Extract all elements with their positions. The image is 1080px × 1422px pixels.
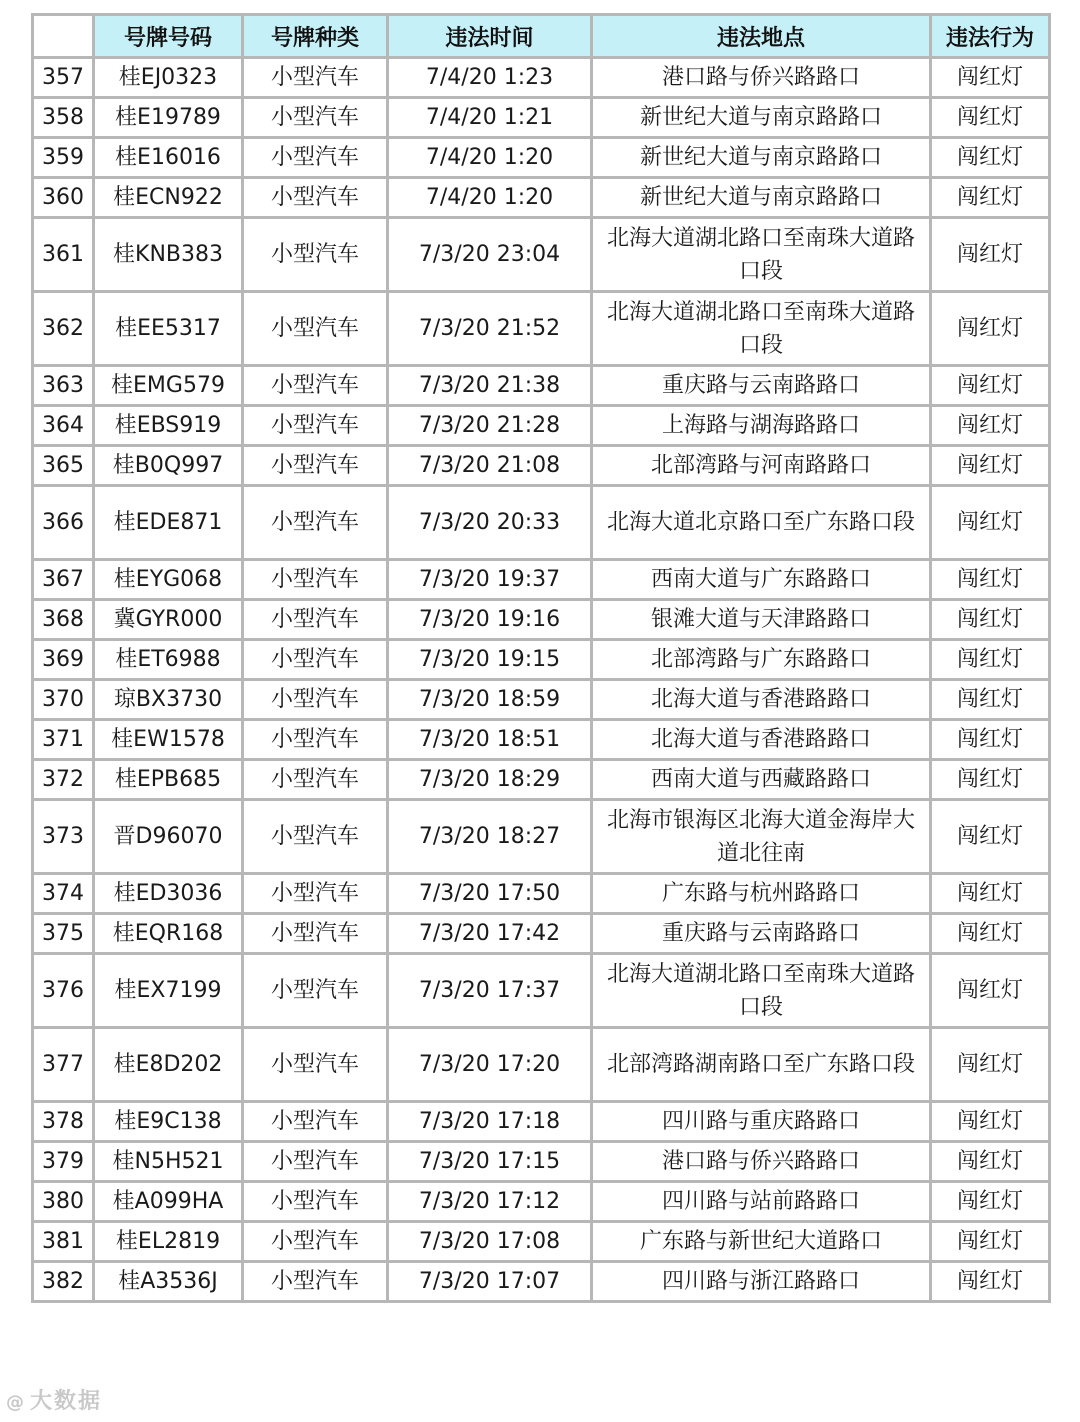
header-violation-location: 违法地点 xyxy=(592,15,931,58)
table-row xyxy=(33,874,1050,914)
plate-number: 晋D96070 xyxy=(94,800,243,874)
table-row xyxy=(33,178,1050,218)
row-index: 378 xyxy=(33,1102,94,1142)
violation-behavior: 闯红灯 xyxy=(931,1262,1050,1302)
violation-behavior: 闯红灯 xyxy=(931,366,1050,406)
violation-behavior: 闯红灯 xyxy=(931,914,1050,954)
violation-location: 重庆路与云南路路口 xyxy=(592,366,931,406)
violation-behavior: 闯红灯 xyxy=(931,1142,1050,1182)
table-row xyxy=(33,720,1050,760)
plate-type: 小型汽车 xyxy=(243,292,388,366)
header-index xyxy=(33,15,94,58)
plate-number: 桂E19789 xyxy=(94,98,243,138)
table-header-row xyxy=(33,15,1050,58)
plate-number: 桂ED3036 xyxy=(94,874,243,914)
violation-location: 北海大道湖北路口至南珠大道路口段 xyxy=(592,218,931,292)
plate-type: 小型汽车 xyxy=(243,1262,388,1302)
plate-number: 桂EDE871 xyxy=(94,486,243,560)
table-row xyxy=(33,760,1050,800)
violation-location: 北海市银海区北海大道金海岸大道北往南 xyxy=(592,800,931,874)
violation-time: 7/3/20 17:42 xyxy=(388,914,592,954)
plate-type: 小型汽车 xyxy=(243,138,388,178)
plate-number: 桂ET6988 xyxy=(94,640,243,680)
plate-number: 桂EL2819 xyxy=(94,1222,243,1262)
violation-behavior: 闯红灯 xyxy=(931,446,1050,486)
violation-behavior: 闯红灯 xyxy=(931,680,1050,720)
table-row xyxy=(33,98,1050,138)
row-index: 362 xyxy=(33,292,94,366)
violation-time: 7/3/20 21:28 xyxy=(388,406,592,446)
violation-time: 7/4/20 1:20 xyxy=(388,178,592,218)
violation-behavior: 闯红灯 xyxy=(931,486,1050,560)
table-row xyxy=(33,560,1050,600)
violation-time: 7/3/20 21:38 xyxy=(388,366,592,406)
plate-number: 桂EW1578 xyxy=(94,720,243,760)
plate-type: 小型汽车 xyxy=(243,760,388,800)
plate-type: 小型汽车 xyxy=(243,98,388,138)
header-violation-behavior: 违法行为 xyxy=(931,15,1050,58)
plate-type: 小型汽车 xyxy=(243,1102,388,1142)
violation-location: 四川路与浙江路路口 xyxy=(592,1262,931,1302)
plate-number: 桂EX7199 xyxy=(94,954,243,1028)
row-index: 380 xyxy=(33,1182,94,1222)
plate-number: 桂EQR168 xyxy=(94,914,243,954)
violation-behavior: 闯红灯 xyxy=(931,58,1050,98)
plate-type: 小型汽车 xyxy=(243,446,388,486)
violation-time: 7/4/20 1:21 xyxy=(388,98,592,138)
row-index: 370 xyxy=(33,680,94,720)
watermark-text: 大数据 xyxy=(30,1389,103,1414)
plate-type: 小型汽车 xyxy=(243,1142,388,1182)
plate-type: 小型汽车 xyxy=(243,486,388,560)
table-row xyxy=(33,1262,1050,1302)
table-row xyxy=(33,58,1050,98)
plate-number: 桂KNB383 xyxy=(94,218,243,292)
violation-location: 港口路与侨兴路路口 xyxy=(592,58,931,98)
violation-time: 7/3/20 17:15 xyxy=(388,1142,592,1182)
plate-type: 小型汽车 xyxy=(243,600,388,640)
violation-behavior: 闯红灯 xyxy=(931,138,1050,178)
violation-behavior: 闯红灯 xyxy=(931,1222,1050,1262)
plate-number: 桂A3536J xyxy=(94,1262,243,1302)
header-plate-number: 号牌号码 xyxy=(94,15,243,58)
row-index: 358 xyxy=(33,98,94,138)
plate-number: 桂EPB685 xyxy=(94,760,243,800)
plate-number: 桂EYG068 xyxy=(94,560,243,600)
violation-time: 7/3/20 17:08 xyxy=(388,1222,592,1262)
plate-number: 桂ECN922 xyxy=(94,178,243,218)
violation-location: 四川路与站前路路口 xyxy=(592,1182,931,1222)
violation-time: 7/3/20 17:07 xyxy=(388,1262,592,1302)
violation-location: 北部湾路湖南路口至广东路口段 xyxy=(592,1028,931,1102)
plate-number: 冀GYR000 xyxy=(94,600,243,640)
violation-location: 北部湾路与广东路路口 xyxy=(592,640,931,680)
row-index: 365 xyxy=(33,446,94,486)
violation-time: 7/3/20 18:59 xyxy=(388,680,592,720)
violation-behavior: 闯红灯 xyxy=(931,600,1050,640)
violation-location: 银滩大道与天津路路口 xyxy=(592,600,931,640)
violation-behavior: 闯红灯 xyxy=(931,954,1050,1028)
table-row xyxy=(33,138,1050,178)
plate-type: 小型汽车 xyxy=(243,680,388,720)
violation-time: 7/3/20 17:37 xyxy=(388,954,592,1028)
watermark-symbol: @ xyxy=(6,1392,26,1413)
header-plate-type: 号牌种类 xyxy=(243,15,388,58)
violation-behavior: 闯红灯 xyxy=(931,98,1050,138)
row-index: 367 xyxy=(33,560,94,600)
row-index: 361 xyxy=(33,218,94,292)
table-body xyxy=(33,58,1050,1302)
violation-behavior: 闯红灯 xyxy=(931,218,1050,292)
table-row xyxy=(33,914,1050,954)
plate-number: 桂E8D202 xyxy=(94,1028,243,1102)
violation-behavior: 闯红灯 xyxy=(931,292,1050,366)
violation-location: 北海大道与香港路路口 xyxy=(592,680,931,720)
violation-behavior: 闯红灯 xyxy=(931,640,1050,680)
violation-time: 7/3/20 23:04 xyxy=(388,218,592,292)
table-row xyxy=(33,406,1050,446)
header-violation-time: 违法时间 xyxy=(388,15,592,58)
plate-number: 桂E16016 xyxy=(94,138,243,178)
table-row xyxy=(33,1142,1050,1182)
plate-type: 小型汽车 xyxy=(243,954,388,1028)
row-index: 372 xyxy=(33,760,94,800)
table-row xyxy=(33,1222,1050,1262)
plate-number: 桂N5H521 xyxy=(94,1142,243,1182)
row-index: 375 xyxy=(33,914,94,954)
table-row xyxy=(33,218,1050,292)
violation-behavior: 闯红灯 xyxy=(931,1102,1050,1142)
violation-time: 7/3/20 21:08 xyxy=(388,446,592,486)
table-row xyxy=(33,640,1050,680)
traffic-violation-table xyxy=(31,13,1051,1303)
violation-behavior: 闯红灯 xyxy=(931,178,1050,218)
plate-number: 桂EE5317 xyxy=(94,292,243,366)
table-row xyxy=(33,800,1050,874)
row-index: 371 xyxy=(33,720,94,760)
plate-type: 小型汽车 xyxy=(243,874,388,914)
plate-number: 桂EJ0323 xyxy=(94,58,243,98)
plate-type: 小型汽车 xyxy=(243,218,388,292)
violation-time: 7/3/20 20:33 xyxy=(388,486,592,560)
watermark xyxy=(6,1384,102,1415)
violation-location: 北海大道湖北路口至南珠大道路口段 xyxy=(592,954,931,1028)
plate-number: 桂E9C138 xyxy=(94,1102,243,1142)
table-row xyxy=(33,954,1050,1028)
row-index: 374 xyxy=(33,874,94,914)
row-index: 364 xyxy=(33,406,94,446)
plate-number: 桂A099HA xyxy=(94,1182,243,1222)
violation-location: 四川路与重庆路路口 xyxy=(592,1102,931,1142)
violation-time: 7/3/20 18:51 xyxy=(388,720,592,760)
violation-location: 西南大道与广东路路口 xyxy=(592,560,931,600)
row-index: 376 xyxy=(33,954,94,1028)
violation-location: 北部湾路与河南路路口 xyxy=(592,446,931,486)
row-index: 366 xyxy=(33,486,94,560)
row-index: 379 xyxy=(33,1142,94,1182)
violation-behavior: 闯红灯 xyxy=(931,800,1050,874)
row-index: 382 xyxy=(33,1262,94,1302)
violation-location: 新世纪大道与南京路路口 xyxy=(592,138,931,178)
plate-type: 小型汽车 xyxy=(243,800,388,874)
plate-number: 琼BX3730 xyxy=(94,680,243,720)
row-index: 368 xyxy=(33,600,94,640)
plate-number: 桂EMG579 xyxy=(94,366,243,406)
violation-behavior: 闯红灯 xyxy=(931,406,1050,446)
plate-type: 小型汽车 xyxy=(243,1028,388,1102)
violation-location: 北海大道与香港路路口 xyxy=(592,720,931,760)
plate-type: 小型汽车 xyxy=(243,914,388,954)
violation-location: 重庆路与云南路路口 xyxy=(592,914,931,954)
violation-behavior: 闯红灯 xyxy=(931,720,1050,760)
violation-location: 港口路与侨兴路路口 xyxy=(592,1142,931,1182)
violation-behavior: 闯红灯 xyxy=(931,874,1050,914)
table-row xyxy=(33,1028,1050,1102)
violation-time: 7/3/20 17:20 xyxy=(388,1028,592,1102)
plate-number: 桂B0Q997 xyxy=(94,446,243,486)
violation-location: 新世纪大道与南京路路口 xyxy=(592,178,931,218)
violation-time: 7/3/20 19:15 xyxy=(388,640,592,680)
violation-time: 7/3/20 21:52 xyxy=(388,292,592,366)
row-index: 373 xyxy=(33,800,94,874)
plate-type: 小型汽车 xyxy=(243,406,388,446)
violation-location: 新世纪大道与南京路路口 xyxy=(592,98,931,138)
plate-type: 小型汽车 xyxy=(243,720,388,760)
row-index: 359 xyxy=(33,138,94,178)
plate-type: 小型汽车 xyxy=(243,560,388,600)
violation-location: 北海大道北京路口至广东路口段 xyxy=(592,486,931,560)
row-index: 381 xyxy=(33,1222,94,1262)
row-index: 369 xyxy=(33,640,94,680)
row-index: 360 xyxy=(33,178,94,218)
violation-time: 7/3/20 18:27 xyxy=(388,800,592,874)
violation-time: 7/3/20 17:18 xyxy=(388,1102,592,1142)
row-index: 363 xyxy=(33,366,94,406)
table-row xyxy=(33,600,1050,640)
table-row xyxy=(33,446,1050,486)
violation-behavior: 闯红灯 xyxy=(931,560,1050,600)
violation-time: 7/3/20 18:29 xyxy=(388,760,592,800)
plate-type: 小型汽车 xyxy=(243,640,388,680)
violation-behavior: 闯红灯 xyxy=(931,760,1050,800)
violation-location: 北海大道湖北路口至南珠大道路口段 xyxy=(592,292,931,366)
table-row xyxy=(33,366,1050,406)
row-index: 357 xyxy=(33,58,94,98)
violation-time: 7/4/20 1:23 xyxy=(388,58,592,98)
table-row xyxy=(33,486,1050,560)
violation-behavior: 闯红灯 xyxy=(931,1182,1050,1222)
plate-number: 桂EBS919 xyxy=(94,406,243,446)
table-row xyxy=(33,292,1050,366)
plate-type: 小型汽车 xyxy=(243,1182,388,1222)
violation-time: 7/3/20 19:37 xyxy=(388,560,592,600)
violation-time: 7/3/20 19:16 xyxy=(388,600,592,640)
violation-location: 西南大道与西藏路路口 xyxy=(592,760,931,800)
violation-time: 7/3/20 17:50 xyxy=(388,874,592,914)
violation-behavior: 闯红灯 xyxy=(931,1028,1050,1102)
table-row xyxy=(33,680,1050,720)
plate-type: 小型汽车 xyxy=(243,178,388,218)
violation-location: 广东路与新世纪大道路口 xyxy=(592,1222,931,1262)
row-index: 377 xyxy=(33,1028,94,1102)
violation-time: 7/4/20 1:20 xyxy=(388,138,592,178)
plate-type: 小型汽车 xyxy=(243,366,388,406)
table-row xyxy=(33,1182,1050,1222)
plate-type: 小型汽车 xyxy=(243,58,388,98)
violation-location: 上海路与湖海路路口 xyxy=(592,406,931,446)
plate-type: 小型汽车 xyxy=(243,1222,388,1262)
violation-location: 广东路与杭州路路口 xyxy=(592,874,931,914)
table-row xyxy=(33,1102,1050,1142)
violation-time: 7/3/20 17:12 xyxy=(388,1182,592,1222)
